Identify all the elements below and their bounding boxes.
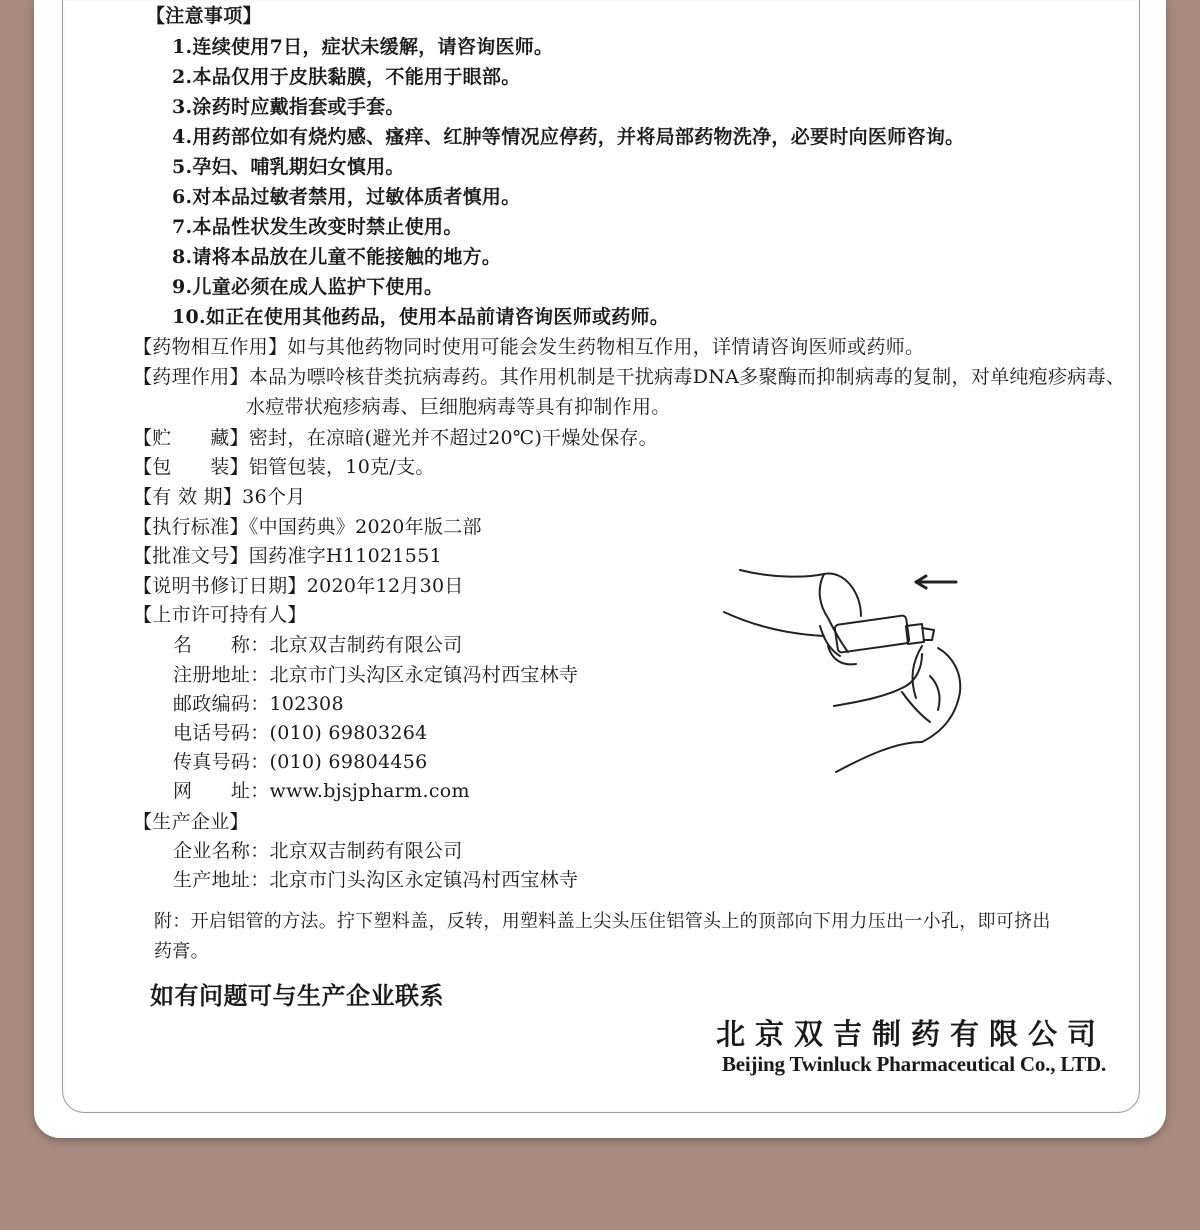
holder-website: 网 址：www.bjsjpharm.com xyxy=(173,780,470,802)
precaution-item-4: 4.用药部位如有烧灼感、瘙痒、红肿等情况应停药，并将局部药物洗净，必要时向医师咨询。 xyxy=(172,126,965,148)
drug-interactions: 【药物相互作用】如与其他药物同时使用可能会发生药物相互作用，详情请咨询医师或药师。 xyxy=(133,336,925,358)
precaution-item-6: 6.对本品过敏者禁用，过敏体质者慎用。 xyxy=(172,186,521,208)
revision-date: 【说明书修订日期】2020年12月30日 xyxy=(133,575,464,597)
manufacturer-address: 生产地址：北京市门头沟区永定镇冯村西宝林寺 xyxy=(173,869,579,891)
holder-address: 注册地址：北京市门头沟区永定镇冯村西宝林寺 xyxy=(173,664,579,686)
precaution-item-9: 9.儿童必须在成人监护下使用。 xyxy=(172,276,444,298)
precautions-heading: 【注意事项】 xyxy=(146,5,262,27)
validity: 【有 效 期】36个月 xyxy=(133,486,306,508)
standard: 【执行标准】《中国药典》2020年版二部 xyxy=(133,516,482,538)
storage: 【贮 藏】密封，在凉暗(避光并不超过20℃)干燥处保存。 xyxy=(133,427,658,449)
holder-phone: 电话号码：(010) 69803264 xyxy=(173,722,428,744)
company-name-cn: 北京双吉制药有限公司 xyxy=(716,1017,1107,1051)
precaution-item-2: 2.本品仅用于皮肤黏膜，不能用于眼部。 xyxy=(172,66,521,88)
manufacturer-name: 企业名称：北京双吉制药有限公司 xyxy=(173,840,463,862)
precaution-item-3: 3.涂药时应戴指套或手套。 xyxy=(172,96,405,118)
precaution-item-5: 5.孕妇、哺乳期妇女慎用。 xyxy=(172,156,405,178)
contact-note: 如有问题可与生产企业联系 xyxy=(150,981,444,1010)
holder-heading: 【上市许可持有人】 xyxy=(133,604,307,626)
approval-number: 【批准文号】国药准字H11021551 xyxy=(133,545,442,567)
pharmacology-line-1: 【药理作用】本品为嘌呤核苷类抗病毒药。其作用机制是干扰病毒DNA多聚酶而抑制病毒的复制，对单纯疱疹病毒、 xyxy=(133,366,1126,388)
precaution-item-10: 10.如正在使用其他药品，使用本品前请咨询医师或药师。 xyxy=(172,306,670,328)
package: 【包 装】铝管包装，10克/支。 xyxy=(133,456,435,478)
appendix-line-1: 附：开启铝管的方法。拧下塑料盖，反转，用塑料盖上尖头压住铝管头上的顶部向下用力压出一小孔，即可挤出 xyxy=(154,911,1051,932)
manufacturer-heading: 【生产企业】 xyxy=(133,811,249,833)
holder-postcode: 邮政编码：102308 xyxy=(173,693,344,715)
precaution-item-1: 1.连续使用7日，症状未缓解，请咨询医师。 xyxy=(172,36,554,58)
holder-fax: 传真号码：(010) 69804456 xyxy=(173,751,428,773)
company-name-en: Beijing Twinluck Pharmaceutical Co., LTD. xyxy=(722,1052,1107,1076)
tube-opening-illustration xyxy=(716,556,976,780)
holder-name: 名 称：北京双吉制药有限公司 xyxy=(173,634,463,656)
precaution-item-8: 8.请将本品放在儿童不能接触的地方。 xyxy=(172,246,502,268)
appendix-line-2: 药膏。 xyxy=(154,941,209,962)
pharmacology-line-2: 水痘带状疱疹病毒、巨细胞病毒等具有抑制作用。 xyxy=(246,396,671,418)
precaution-item-7: 7.本品性状发生改变时禁止使用。 xyxy=(172,216,463,238)
